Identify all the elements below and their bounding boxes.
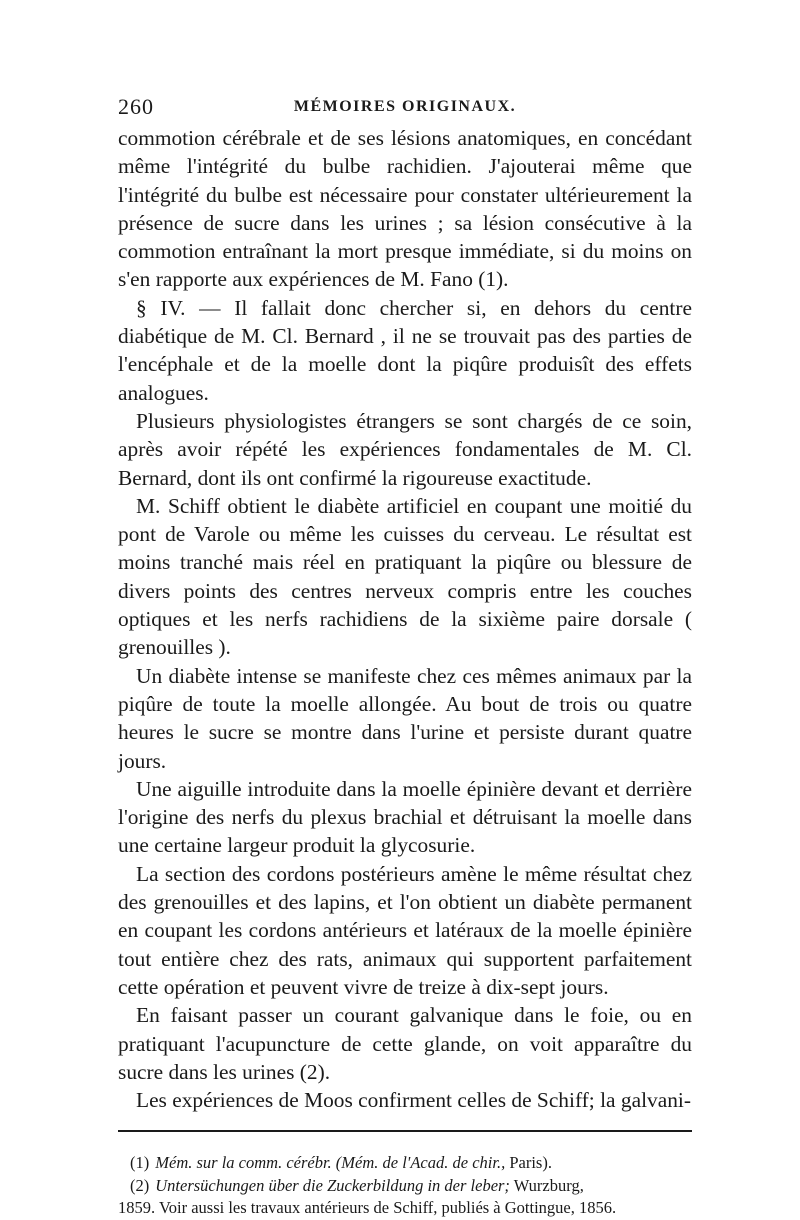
footnote-place: Paris). [505,1153,552,1173]
footnote-place: Wurzburg, [509,1175,584,1195]
footnote-divider [118,1130,692,1132]
paragraph: En faisant passer un courant galvanique dans le foie, ou en pratiquant l'acupuncture de cette glande, on voit apparaître du sucre dans les urines (2). [118,1003,692,1084]
paragraph: Les expériences de Moos confirment celles de Schiff; la galvani- [136,1088,691,1113]
paragraph: La section des cordons postérieurs amène le même résultat chez des grenouilles et des lapins, et l'on obtient un diabète permanent en coupant les cordons antérieurs et latéraux de la moelle épinière tout entière chez des rats, animaux qui supportent parfaitement cette opération et peuvent vivre de treize à dix-sept jours. [118,861,692,999]
footnote-mark: (2) [130,1175,150,1195]
paragraph: Un diabète intense se manifeste chez ces mêmes animaux par la piqûre de toute la moelle allongée. Au bout de trois ou quatre heures le sucre se montre dans l'urine et persiste durant quatre jours. [118,663,692,773]
running-title: MÉMOIRES ORIGINAUX. [293,98,517,115]
paragraph: § IV. — Il fallait donc chercher si, en dehors du centre diabétique de M. Cl. Bernard , il ne se trouvait pas des parties de l'encéphale et de la moelle dont la piqûre produisît des effets analogues. [118,295,692,405]
paragraph: Plusieurs physiologistes étrangers se sont chargés de ce soin, après avoir répété les expériences fondamentales de M. Cl. Bernard, dont ils ont confirmé la rigoureuse exactitude. [118,408,692,490]
footnote-mark: (1) [130,1153,150,1173]
footnote-citation: Mém. sur la comm. cérébr. (Mém. de l'Acad. de chir., [155,1153,506,1173]
document-page [118,92,692,1220]
footnote-1 [118,1152,692,1175]
footnote-2 [118,1175,692,1198]
footnote-citation: Untersüchungen über die Zuckerbildung in der leber; [155,1175,510,1195]
footnotes [118,1152,692,1220]
page-number: 260 [118,94,154,119]
body-text [118,124,692,1114]
paragraph: commotion cérébrale et de ses lésions anatomiques, en concédant même l'intégrité du bulbe rachidien. J'ajouterai même que l'intégrité du bulbe est nécessaire pour constater ultérieurement la présence de sucre dans les urines ; sa lésion consécutive à la commotion entraînant la mort presque immédiate, si du moins on s'en rapporte aux expériences de M. Fano (1). [118,126,692,292]
paragraph: Une aiguille introduite dans la moelle épinière devant et derrière l'origine des nerfs du plexus brachial et détruisant la moelle dans une certaine largeur produit la glycosurie. [118,776,692,858]
footnote-2-continuation: 1859. Voir aussi les travaux antérieurs de Schiff, publiés à Gottingue, 1856. [118,1198,617,1218]
paragraph: M. Schiff obtient le diabète artificiel en coupant une moitié du pont de Varole ou même les cuisses du cerveau. Le résultat est moins tranché mais réel en pratiquant la piqûre ou blessure de divers points des centres nerveux compris entre les couches optiques et les nerfs rachidiens de la sixième paire dorsale ( grenouilles ). [118,493,692,660]
page-header [118,92,692,122]
